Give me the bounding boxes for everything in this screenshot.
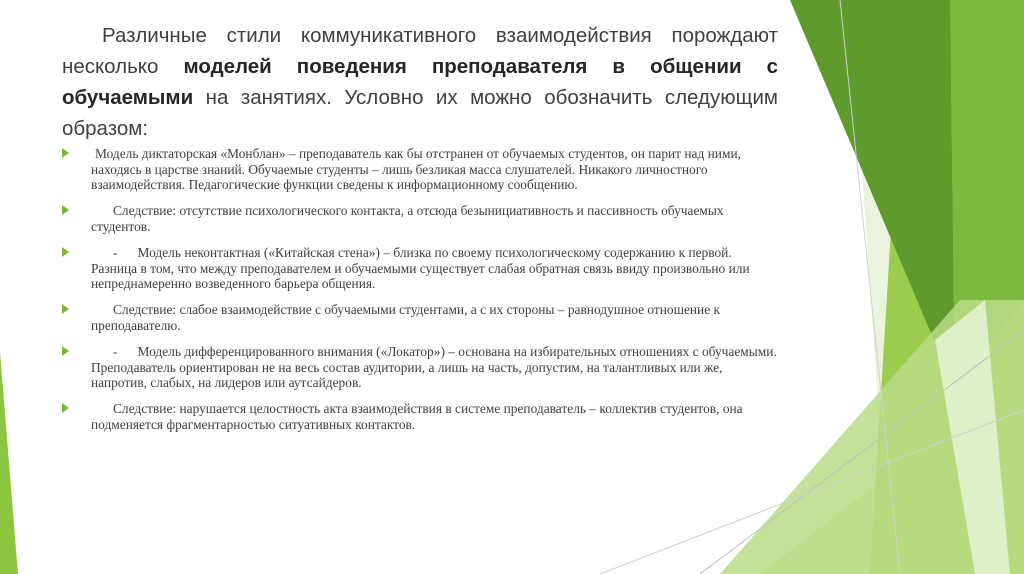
bullet-item: [62, 401, 780, 432]
bullet-arrow-icon: [62, 148, 69, 158]
bullet-item: [62, 344, 780, 391]
bullet-item: [62, 146, 780, 193]
bullet-text: Следствие: отсутствие психологического контакта, а отсюда безынициативность и пассивность обучаемых студентов.: [91, 203, 724, 234]
bullet-arrow-icon: [62, 205, 69, 215]
bullet-text: - Модель неконтактная («Китайская стена») – близка по своему психологическому содержанию к первой. Разница в том, что между преподавателем и обучаемыми существует слабая обратная связь ввиду произвольно или непреднамеренно возведенного барьера общения.: [91, 244, 753, 292]
bullet-item: [62, 302, 780, 333]
bullet-arrow-icon: [62, 403, 69, 413]
dark-green-triangle: [790, 0, 955, 390]
bullet-text: Модель диктаторская «Монблан» – преподаватель как бы отстранен от обучаемых студентов, он парит над ними, находясь в царстве знаний. Обучаемые студенты – лишь безликая масса слушателей. Никакого личностного взаимодействия. Педагогические функции сведены к информационному сообщению.: [91, 146, 741, 193]
bullet-text: Следствие: слабое взаимодействие с обучаемыми студентами, а с их стороны – равнодушное отношение к преподавателю.: [91, 302, 721, 333]
bullet-item: [62, 203, 780, 234]
intro-text-2: на занятиях. Условно их можно обозначить следующим образом:: [62, 86, 779, 140]
bullet-arrow-icon: [62, 346, 69, 356]
intro-text-1: Различные стили коммуникативного взаимодействия порождают несколько: [62, 24, 778, 78]
left-stripe: [0, 352, 18, 574]
bullet-list: [62, 146, 780, 443]
intro-paragraph: [62, 20, 778, 144]
bullet-text: Следствие: нарушается целостность акта взаимодействия в системе преподаватель – коллектив студентов, она подменяется фрагментарностью ситуативных контактов.: [91, 401, 743, 432]
bullet-arrow-icon: [62, 247, 69, 257]
bullet-text: - Модель дифференцированного внимания («Локатор») – основана на избирательных отношениях с обучаемыми. Преподаватель ориентирован не на весь состав аудитории, а лишь на часть, допустим, на талантливых или же, напротив, слабых, на лидеров или аутсайдеров.: [91, 343, 781, 391]
intro-bold-text: моделей поведения преподавателя в общении с обучаемыми: [62, 55, 778, 109]
bullet-arrow-icon: [62, 304, 69, 314]
bullet-item: [62, 245, 780, 292]
